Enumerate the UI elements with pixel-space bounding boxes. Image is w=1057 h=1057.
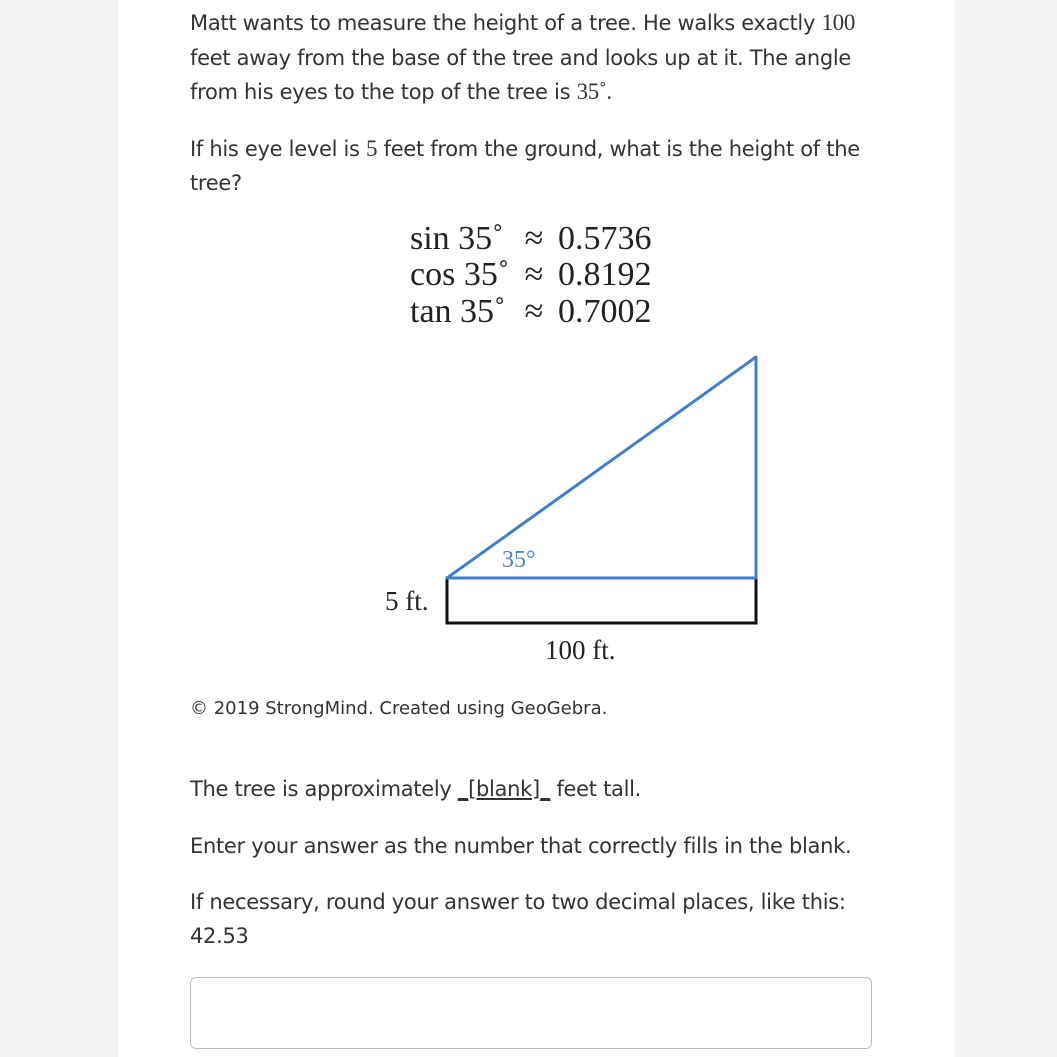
sight-triangle <box>447 357 756 578</box>
question-line: from his eyes to the top of the tree is 35˚. <box>190 79 612 104</box>
answer-prompt: The tree is approximately _[blank]_ feet tall. <box>190 777 642 801</box>
answer-input[interactable] <box>190 977 872 1049</box>
trig-row-sin: sin 35˚ ≈ 0.5736 <box>410 220 652 257</box>
example-value: 42.53 <box>190 924 249 948</box>
question-line: tree? <box>190 171 242 195</box>
trig-row-tan: tan 35˚ ≈ 0.7002 <box>410 293 652 330</box>
instruction-text: Enter your answer as the number that correctly fills in the blank. <box>190 834 852 858</box>
question-line: If his eye level is 5 feet from the ground, what is the height of the <box>190 136 860 161</box>
angle-label: 35° <box>502 547 536 573</box>
question-line: feet away from the base of the tree and looks up at it. The angle <box>190 46 852 70</box>
trig-row-cos: cos 35˚ ≈ 0.8192 <box>410 256 652 293</box>
question-line: Matt wants to measure the height of a tree. He walks exactly 100 <box>190 10 856 35</box>
height-label: 5 ft. <box>385 586 429 616</box>
copyright: © 2019 StrongMind. Created using GeoGebra. <box>190 698 608 719</box>
eye-level-rectangle <box>447 578 756 623</box>
distance-label: 100 ft. <box>545 635 616 665</box>
blank-marker: _[blank]_ <box>457 777 551 801</box>
rounding-instruction: If necessary, round your answer to two decimal places, like this: <box>190 890 846 914</box>
